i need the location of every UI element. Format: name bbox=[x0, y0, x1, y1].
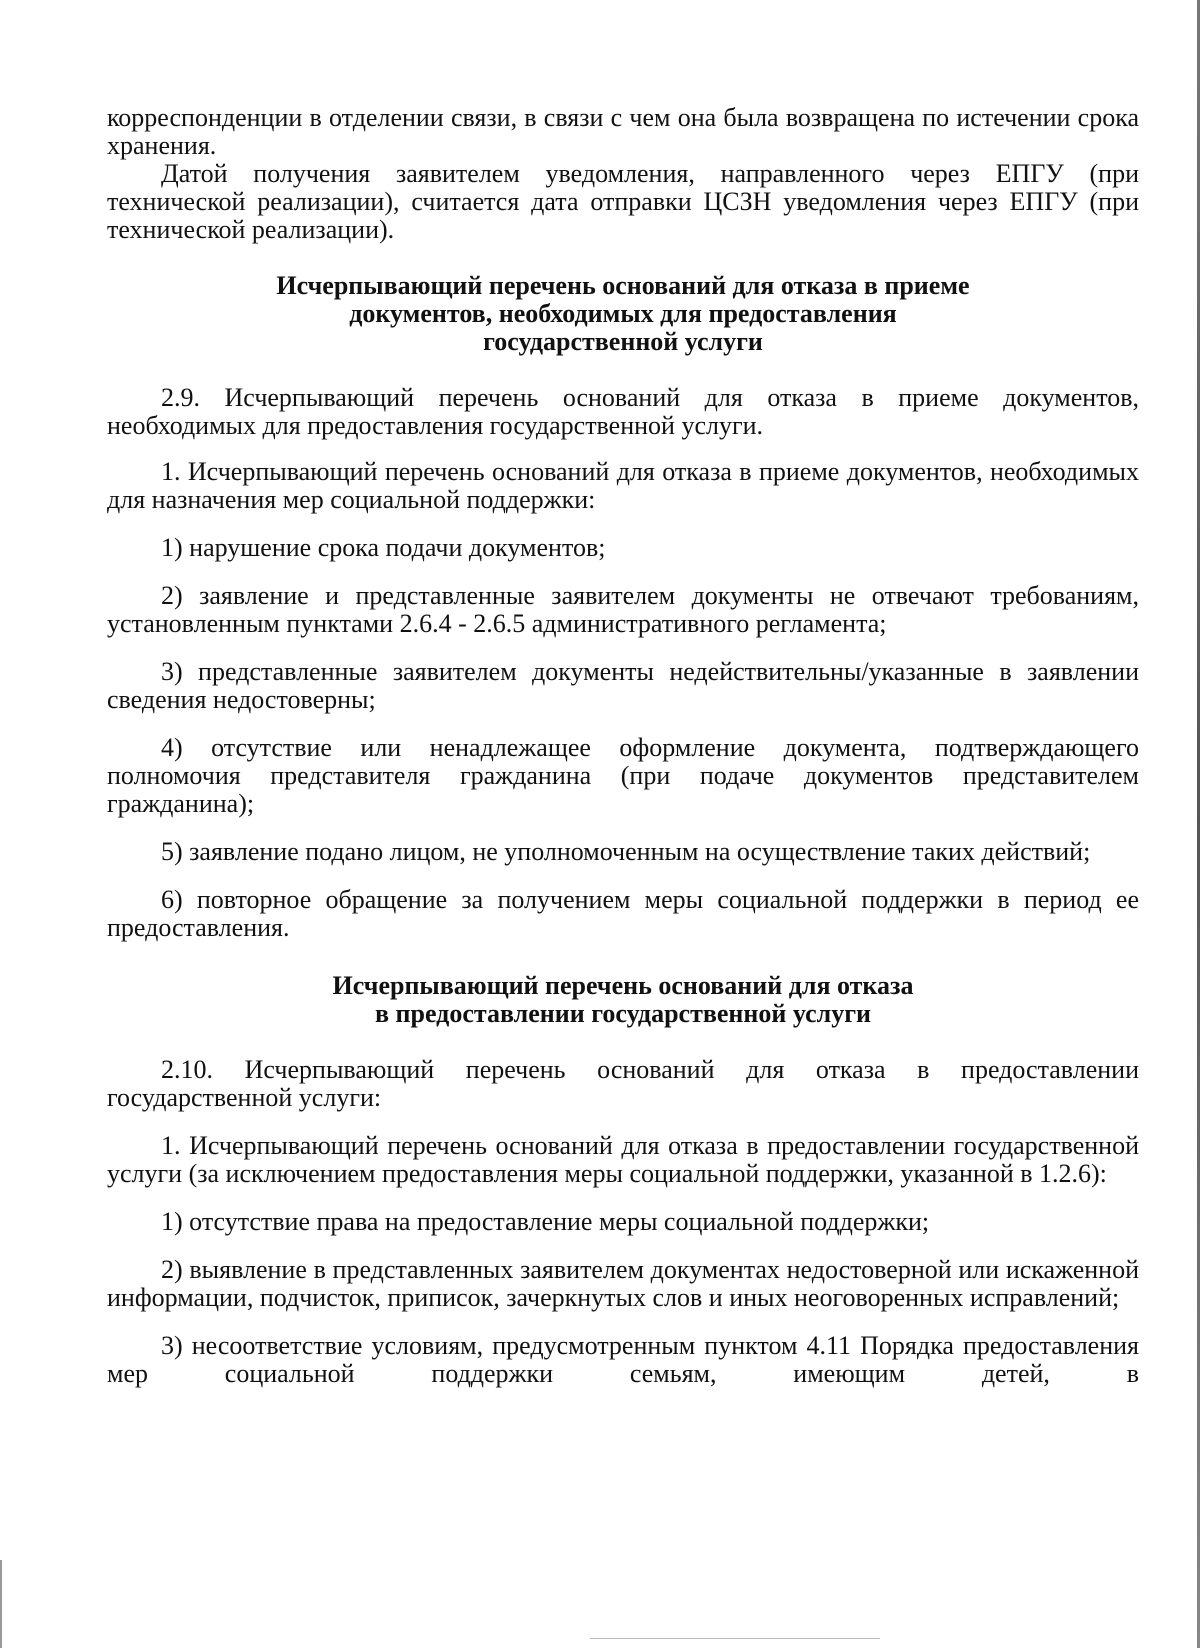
paragraph-2-9: 2.9. Исчерпывающий перечень оснований для отказа в приеме документов, необходимых для предоставления государственной услуги. bbox=[107, 383, 1139, 440]
paragraph-2-9-1: 1. Исчерпывающий перечень оснований для отказа в приеме документов, необходимых для назначения мер социальной поддержки: bbox=[107, 457, 1139, 514]
scan-edge-left bbox=[0, 1560, 2, 1648]
heading-line: Исчерпывающий перечень оснований для отказа в приеме bbox=[276, 271, 970, 300]
heading-line: государственной услуги bbox=[483, 327, 763, 356]
list-item: 3) несоответствие условиям, предусмотренным пунктом 4.11 Порядка предоставления мер социальной поддержки семьям, имеющим детей, в bbox=[107, 1331, 1139, 1388]
document-body bbox=[107, 104, 1139, 1388]
section-heading-refusal-acceptance bbox=[107, 272, 1139, 356]
list-item: 2) заявление и представленные заявителем документы не отвечают требованиям, установленным пунктами 2.6.4 - 2.6.5 административного регламента; bbox=[107, 581, 1139, 638]
heading-line: Исчерпывающий перечень оснований для отказа bbox=[332, 971, 914, 1000]
list-item: 6) повторное обращение за получением меры социальной поддержки в период ее предоставления. bbox=[107, 885, 1139, 942]
paragraph-notification-date: Датой получения заявителем уведомления, направленного через ЕПГУ (при технической реализации), считается дата отправки ЦСЗН уведомления через ЕПГУ (при технической реализации). bbox=[107, 159, 1139, 244]
list-item: 5) заявление подано лицом, не уполномоченным на осуществление таких действий; bbox=[161, 837, 1091, 866]
list-item: 1) отсутствие права на предоставление меры социальной поддержки; bbox=[161, 1207, 930, 1236]
list-item: 2) выявление в представленных заявителем документах недостоверной или искаженной информации, подчисток, приписок, зачеркнутых слов и иных неоговоренных исправлений; bbox=[107, 1255, 1139, 1312]
list-item: 4) отсутствие или ненадлежащее оформление документа, подтверждающего полномочия представителя гражданина (при подаче документов представителем гражданина); bbox=[107, 733, 1139, 818]
list-item: 1) нарушение срока подачи документов; bbox=[161, 533, 606, 562]
list-item: 3) представленные заявителем документы недействительны/указанные в заявлении сведения недостоверны; bbox=[107, 657, 1139, 714]
heading-line: документов, необходимых для предоставления bbox=[349, 299, 897, 328]
paragraph-intro-continuation: корреспонденции в отделении связи, в связи с чем она была возвращена по истечении срока хранения. bbox=[107, 103, 1139, 160]
scan-bottom-mark bbox=[590, 1638, 880, 1639]
paragraph-2-10-1: 1. Исчерпывающий перечень оснований для отказа в предоставлении государственной услуги (за исключением предоставления меры социальной поддержки, указанной в 1.2.6): bbox=[107, 1131, 1139, 1188]
heading-line: в предоставлении государственной услуги bbox=[374, 999, 871, 1028]
paragraph-2-10: 2.10. Исчерпывающий перечень оснований для отказа в предоставлении государственной услуги: bbox=[107, 1055, 1139, 1112]
section-heading-refusal-service bbox=[107, 972, 1139, 1028]
